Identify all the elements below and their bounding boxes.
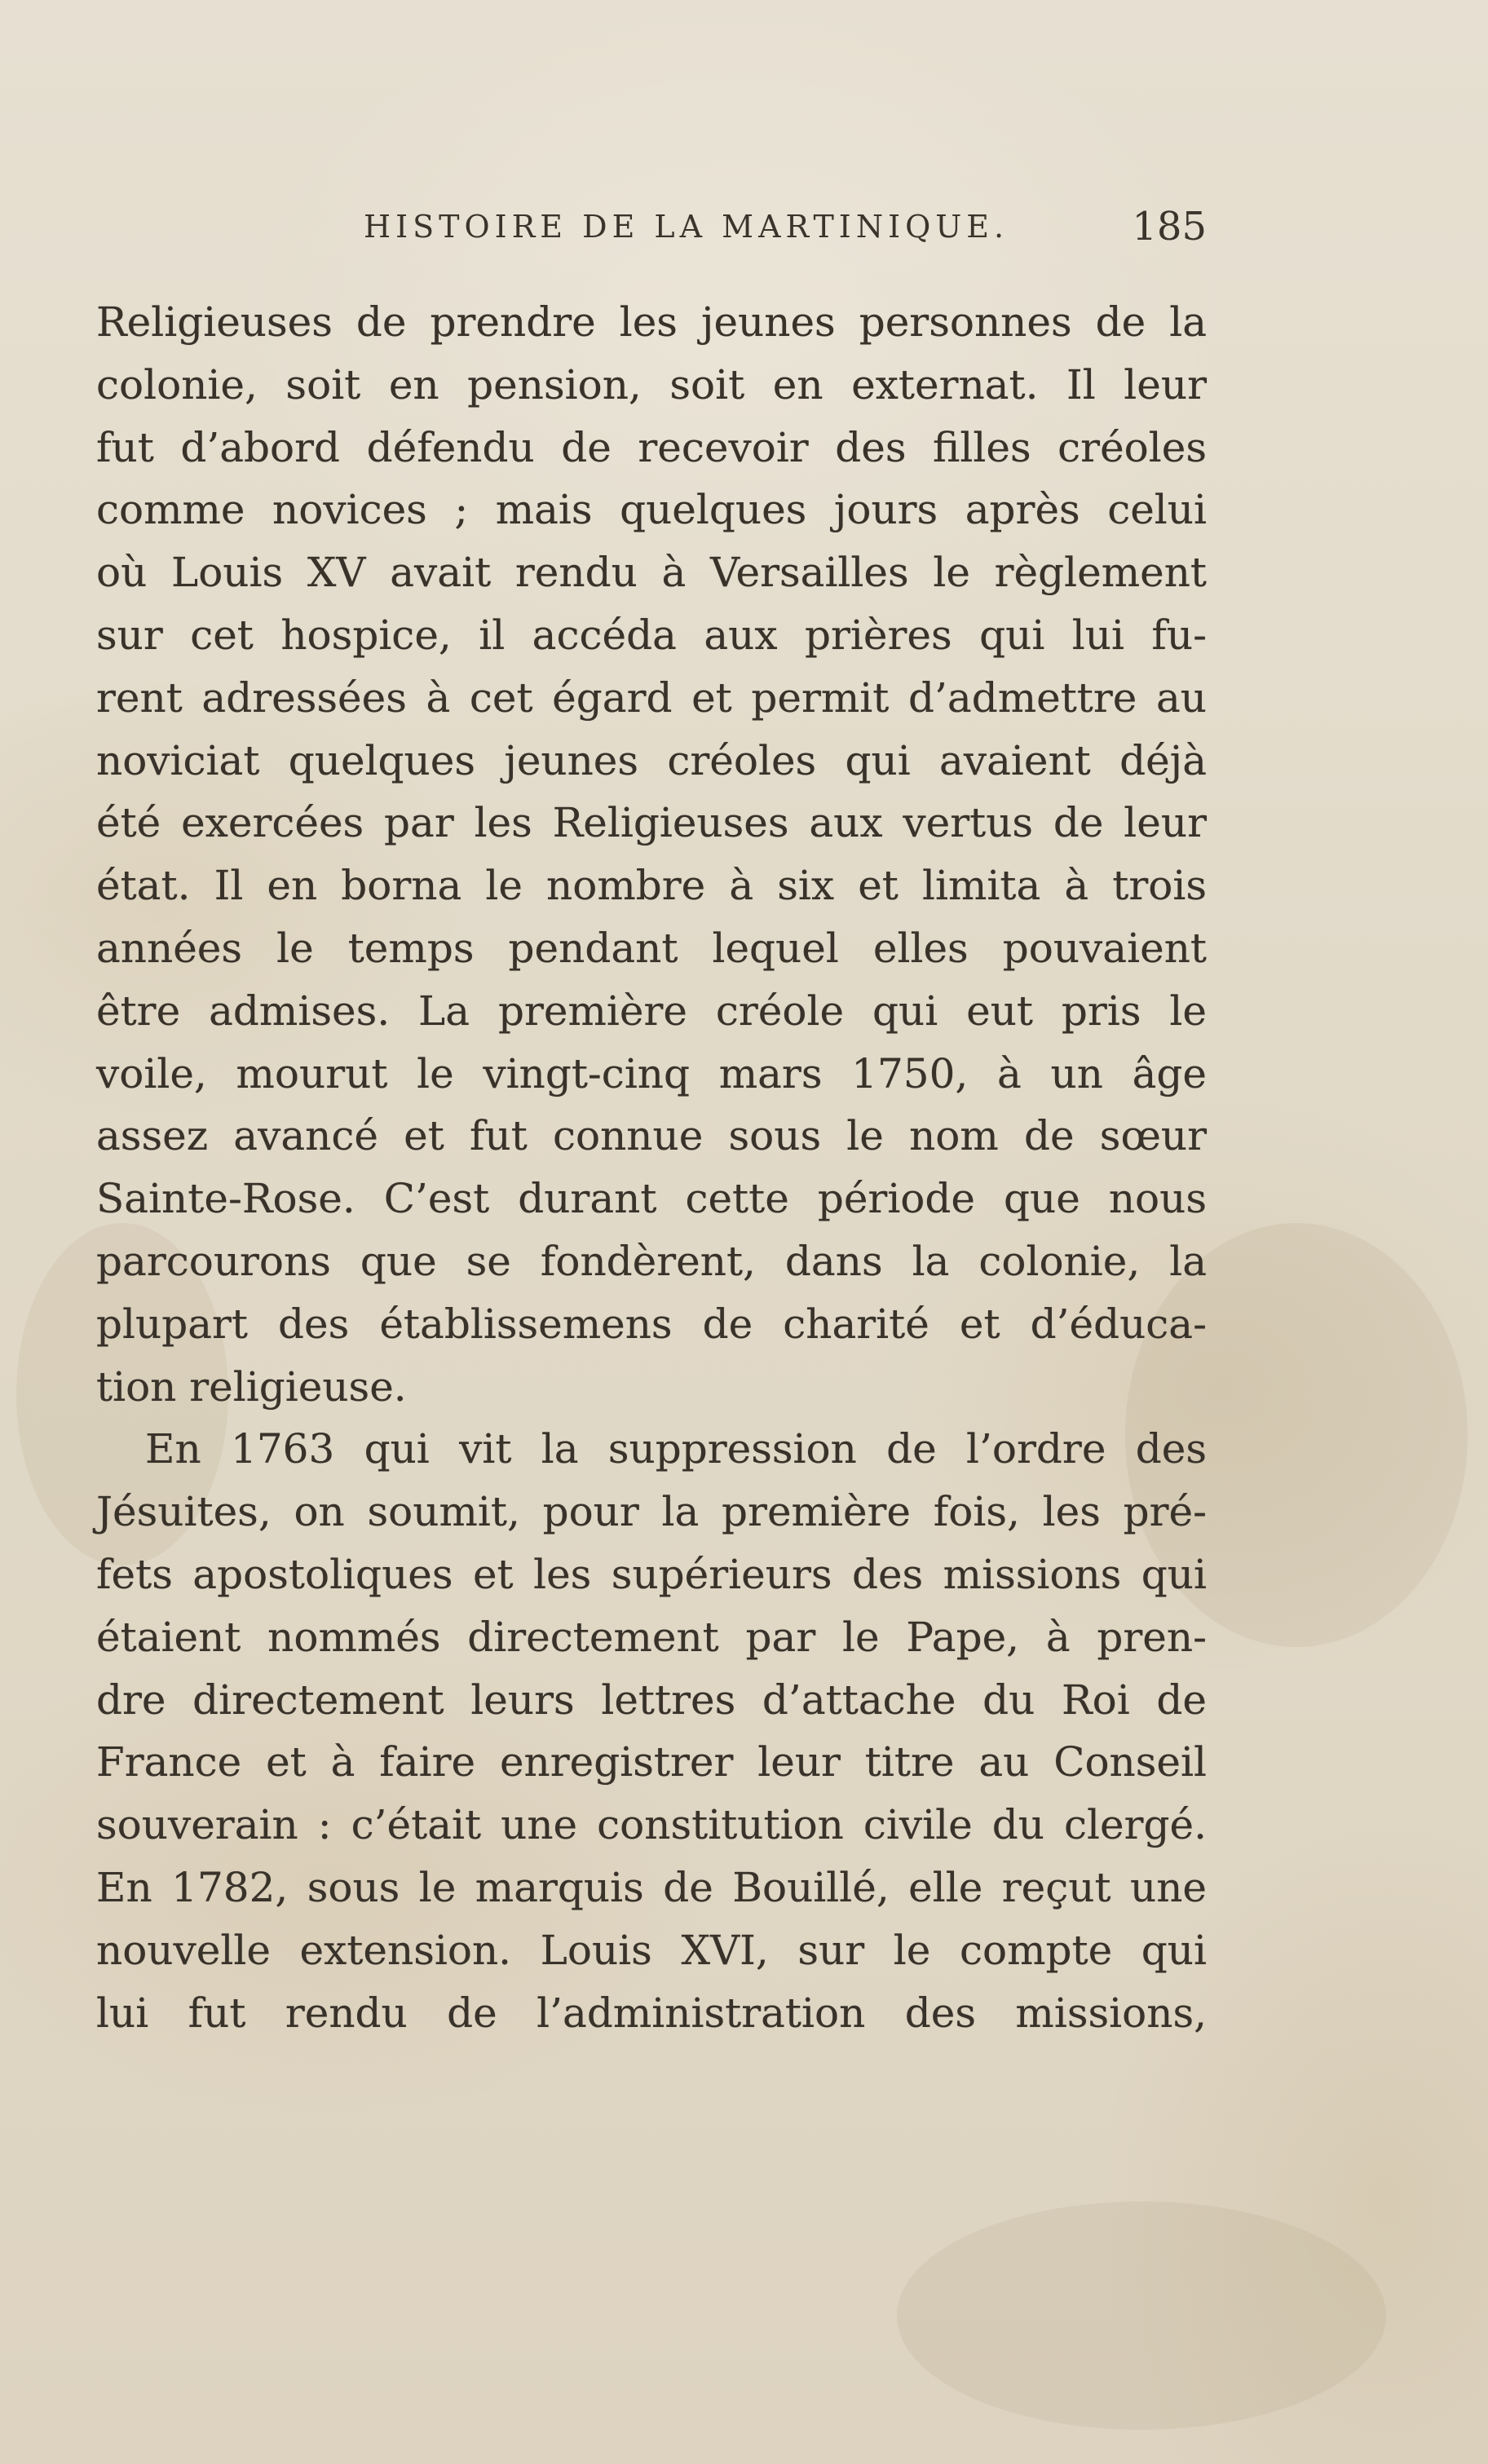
text-line: fut d’abord défendu de recevoir des filles créoles [96,423,1207,471]
text-line: état. Il en borna le nombre à six et limita à trois [96,862,1207,910]
text-line: années le temps pendant lequel elles pouvaient [96,924,1207,972]
text-line: tion religieuse. [96,1362,407,1411]
text-line: fets apostoliques et les supérieurs des missions qui [96,1550,1207,1598]
text-line: En 1763 qui vit la suppression de l’ordre des [145,1425,1207,1473]
text-line: lui fut rendu de l’administration des missions, [96,1989,1207,2037]
text-line: rent adressées à cet égard et permit d’admettre au [96,673,1207,722]
text-line: parcourons que se fondèrent, dans la colonie, la [96,1237,1207,1285]
text-line: plupart des établissemens de charité et d’éduca- [96,1300,1207,1348]
text-line: dre directement leurs lettres d’attache du Roi de [96,1676,1207,1724]
text-line: sur cet hospice, il accéda aux prières qui lui fu- [96,611,1207,659]
text-line: assez avancé et fut connue sous le nom de sœur [96,1112,1207,1160]
text-line: noviciat quelques jeunes créoles qui avaient déjà [96,736,1207,784]
text-line: été exercées par les Religieuses aux vertus de leur [96,799,1207,847]
text-line: En 1782, sous le marquis de Bouillé, elle reçut une [96,1863,1207,1911]
text-line: voile, mourut le vingt-cinq mars 1750, à un âge [96,1049,1207,1097]
text-line: comme novices ; mais quelques jours après celui [96,486,1207,534]
body-text [96,291,1207,2044]
text-line: Jésuites, on soumit, pour la première fois, les pré- [96,1488,1207,1536]
running-title: HISTOIRE DE LA MARTINIQUE. [364,209,1009,245]
text-line: souverain : c’était une constitution civile du clergé. [96,1801,1207,1849]
text-line: Sainte-Rose. C’est durant cette période que nous [96,1175,1207,1223]
running-head [96,204,1207,261]
text-line: colonie, soit en pension, soit en externat. Il leur [96,360,1207,408]
page-number: 185 [1132,204,1207,249]
paper-stain [897,2201,1386,2430]
text-line: nouvelle extension. Louis XVI, sur le compte qui [96,1926,1207,1974]
text-line: être admises. La première créole qui eut pris le [96,987,1207,1035]
text-line: France et à faire enregistrer leur titre au Conseil [96,1738,1207,1786]
text-line: où Louis XV avait rendu à Versailles le règlement [96,549,1207,597]
text-line: étaient nommés directement par le Pape, à pren- [96,1613,1207,1661]
text-line: Religieuses de prendre les jeunes personnes de la [96,298,1207,346]
